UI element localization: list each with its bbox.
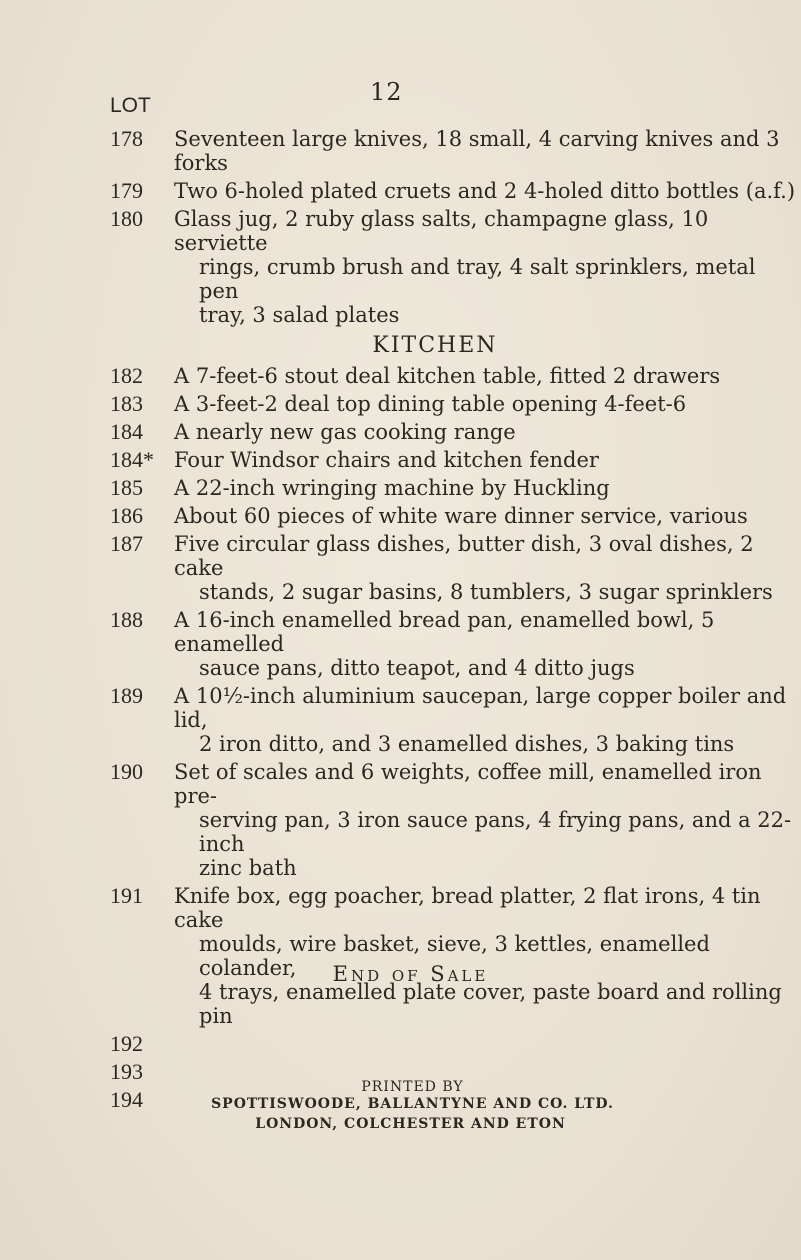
lot-description-line: Five circular glass dishes, butter dish, 3 oval dishes, 2 cake xyxy=(174,532,754,580)
lot-description xyxy=(174,448,800,472)
lot-entry xyxy=(110,476,800,500)
lot-number: 187 xyxy=(110,531,143,556)
lot-number: 184* xyxy=(110,447,154,472)
lot-entry xyxy=(110,884,800,1028)
lot-description-line: Two 6-holed plated cruets and 2 4-holed ditto bottles (a.f.) xyxy=(174,179,796,203)
lot-entry xyxy=(110,504,800,528)
printer-name: SPOTTISWOODE, BALLANTYNE AND CO. LTD. xyxy=(211,1096,614,1112)
lot-entry xyxy=(110,179,800,203)
lot-number: 182 xyxy=(110,363,143,388)
lot-number: 186 xyxy=(110,503,143,528)
lot-entry xyxy=(110,1032,800,1056)
lot-number: 190 xyxy=(110,759,143,784)
lot-description-line: A 3-feet-2 deal top dining table opening 4-feet-6 xyxy=(174,392,687,416)
lot-description xyxy=(174,1032,800,1056)
lot-number: 178 xyxy=(110,126,143,151)
lot-description xyxy=(174,884,800,1028)
lot-number: 191 xyxy=(110,883,143,908)
lot-description-line: A 10½-inch aluminium saucepan, large copper boiler and lid, xyxy=(174,684,787,732)
lot-entry xyxy=(110,532,800,604)
lot-description-line: tray, 3 salad plates xyxy=(199,303,400,327)
lot-number: 185 xyxy=(110,475,143,500)
lot-description-line: Seventeen large knives, 18 small, 4 carving knives and 3 forks xyxy=(174,127,780,175)
lot-number: 194 xyxy=(110,1087,143,1112)
lot-number: 193 xyxy=(110,1059,143,1084)
lot-description-line: rings, crumb brush and tray, 4 salt sprinklers, metal pen xyxy=(199,255,756,303)
lot-description-line: Knife box, egg poacher, bread platter, 2 flat irons, 4 tin cake xyxy=(174,884,761,932)
lot-entry xyxy=(110,392,800,416)
lot-number: 189 xyxy=(110,683,143,708)
end-of-sale: End of Sale xyxy=(332,962,489,986)
lot-description-line: stands, 2 sugar basins, 8 tumblers, 3 sugar sprinklers xyxy=(199,580,773,604)
lot-number: 179 xyxy=(110,178,143,203)
lot-entry xyxy=(110,684,800,756)
lot-description xyxy=(174,420,800,444)
lot-description-line: serving pan, 3 iron sauce pans, 4 frying pans, and a 22-inch xyxy=(199,808,792,856)
lot-description xyxy=(174,608,800,680)
lot-entry xyxy=(110,760,800,880)
lot-description-line: 4 trays, enamelled plate cover, paste board and rolling xyxy=(199,980,782,1004)
lot-description xyxy=(174,364,800,388)
lot-description-line: A nearly new gas cooking range xyxy=(174,420,516,444)
lot-description-line: sauce pans, ditto teapot, and 4 ditto jugs xyxy=(199,656,635,680)
lot-description-line: About 60 pieces of white ware dinner service, various xyxy=(174,504,748,528)
lot-entry xyxy=(110,127,800,175)
lot-description xyxy=(174,207,800,327)
lot-entry xyxy=(110,207,800,327)
lot-description-line: Four Windsor chairs and kitchen fender xyxy=(174,448,599,472)
lot-entry xyxy=(110,608,800,680)
lot-description-line: A 7-feet-6 stout deal kitchen table, fitted 2 drawers xyxy=(174,364,721,388)
lot-group-dining xyxy=(110,127,800,327)
section-title: KITCHEN xyxy=(372,333,498,358)
lot-description-line: Glass jug, 2 ruby glass salts, champagne glass, 10 serviette xyxy=(174,207,709,255)
lot-column-header: LOT xyxy=(110,94,151,117)
lot-description xyxy=(174,760,800,880)
lot-entry xyxy=(110,420,800,444)
lot-description-line xyxy=(174,1032,800,1056)
lot-group-kitchen xyxy=(110,364,800,1112)
lot-description xyxy=(174,476,800,500)
printed-by: PRINTED BY xyxy=(361,1079,464,1095)
lot-description-line: Set of scales and 6 weights, coffee mill, enamelled iron pre- xyxy=(174,760,762,808)
lot-description xyxy=(174,127,800,175)
lot-entry xyxy=(110,364,800,388)
page-number: 12 xyxy=(370,78,403,106)
lot-entry xyxy=(110,448,800,472)
lot-description-line: A 22-inch wringing machine by Huckling xyxy=(174,476,610,500)
lot-description-line: 2 iron ditto, and 3 enamelled dishes, 3 baking tins xyxy=(199,732,735,756)
lot-number: 183 xyxy=(110,391,143,416)
lot-description-line: pin xyxy=(199,1004,233,1028)
printer-location: LONDON, COLCHESTER AND ETON xyxy=(255,1116,566,1132)
lot-description xyxy=(174,392,800,416)
lot-number: 180 xyxy=(110,206,143,231)
lot-description-line: moulds, wire basket, sieve, 3 kettles, enamelled colander, xyxy=(199,932,710,980)
lot-description xyxy=(174,684,800,756)
lot-description-line: A 16-inch enamelled bread pan, enamelled bowl, 5 enamelled xyxy=(174,608,715,656)
lot-number: 184 xyxy=(110,419,143,444)
lot-description-line: zinc bath xyxy=(199,856,297,880)
lot-description xyxy=(174,532,800,604)
lot-description xyxy=(174,179,800,203)
lot-description xyxy=(174,504,800,528)
lot-number: 188 xyxy=(110,607,143,632)
lot-number: 192 xyxy=(110,1031,143,1056)
